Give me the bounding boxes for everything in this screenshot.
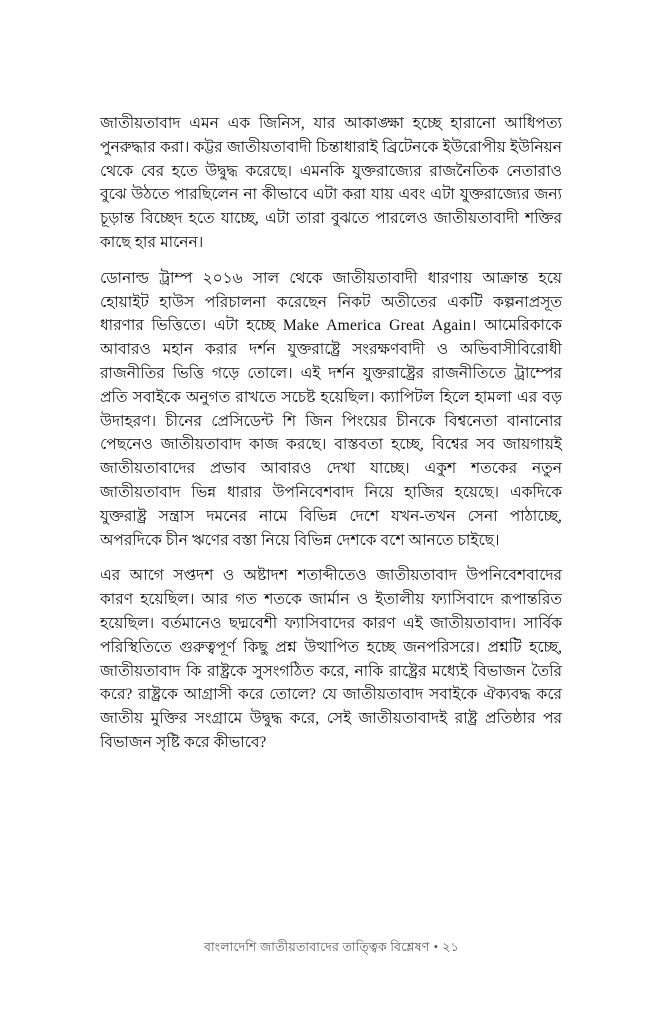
paragraph-2-segment-before-latin: ডোনাল্ড ট্রাম্প ২০১৬ সাল থেকে জাতীয়তাবাদী ধারণায় আক্রান্ত হয়ে হোয়াইট হাউস পরিচালনা করেছেন নিকট অতীতের একটি কল্পনাপ্রসূত ধারণার ভিত্তিতে। এটা হচ্ছে	[100, 269, 562, 335]
page-text-block	[100, 112, 562, 755]
page-footer	[0, 938, 663, 956]
paragraph-2-segment-after-latin: । আমেরিকাকে আবারও মহান করার দর্শন যুক্তরাষ্ট্রে সংরক্ষণবাদী ও অভিবাসীবিরোধী রাজনীতির ভিত্তি গড়ে তোলে। এই দর্শন যুক্তরাষ্ট্রের রাজনীতিতে ট্রাম্পের প্রতি সবাইকে অনুগত রাখতে সচেষ্ট হয়েছিল। ক্যাপিটল হিলে হামলা এর বড় উদাহরণ। চীনের প্রেসিডেন্ট শি জিন পিংয়ের চীনকে বিশ্বনেতা বানানোর পেছনেও জাতীয়তাবাদ কাজ করছে। বাস্তবতা হচ্ছে, বিশ্বের সব জায়গায়ই জাতীয়তাবাদের প্রভাব আবারও দেখা যাচ্ছে। একুশ শতকের নতুন জাতীয়তাবাদ ভিন্ন ধারার উপনিবেশবাদ নিয়ে হাজির হয়েছে। একদিকে যুক্তরাষ্ট্র সন্ত্রাস দমনের নামে বিভিন্ন দেশে যখন-তখন সেনা পাঠাচ্ছে, অপরদিকে চীন ঋণের বস্তা নিয়ে বিভিন্ন দেশকে বশে আনতে চাইছে।	[100, 317, 562, 549]
footer-page-number: ২১	[442, 940, 459, 954]
paragraph-2	[100, 267, 562, 553]
paragraph-3: এর আগে সপ্তদশ ও অষ্টাদশ শতাব্দীতেও জাতীয়তাবাদ উপনিবেশবাদের কারণ হয়েছিল। আর গত শতকে জার্মান ও ইতালীয় ফ্যাসিবাদে রূপান্তরিত হয়েছিল। বর্তমানেও ছদ্মবেশী ফ্যাসিবাদের কারণ এই জাতীয়তাবাদ। সার্বিক পরিস্থিতিতে গুরুত্বপূর্ণ কিছু প্রশ্ন উত্থাপিত হচ্ছে জনপরিসরে। প্রশ্নটি হচ্ছে, জাতীয়তাবাদ কি রাষ্ট্রকে সুসংগঠিত করে, নাকি রাষ্ট্রের মধ্যেই বিভাজন তৈরি করে? রাষ্ট্রকে আগ্রাসী করে তোলে? যে জাতীয়তাবাদ সবাইকে ঐক্যবদ্ধ করে জাতীয় মুক্তির সংগ্রামে উদ্বুদ্ধ করে, সেই জাতীয়তাবাদই রাষ্ট্র প্রতিষ্ঠার পর বিভাজন সৃষ্টি করে কীভাবে?	[100, 567, 562, 751]
paragraph-1: জাতীয়তাবাদ এমন এক জিনিস, যার আকাঙ্ক্ষা হচ্ছে হারানো আধিপত্য পুনরুদ্ধার করা। কট্টর জাতীয়তাবাদী চিন্তাধারাই ব্রিটেনকে ইউরোপীয় ইউনিয়ন থেকে বের হতে উদ্বুদ্ধ করেছে। এমনকি যুক্তরাজ্যের রাজনৈতিক নেতারাও বুঝে উঠতে পারছিলেন না কীভাবে এটা করা যায় এবং এটা যুক্তরাজ্যের জন্য চূড়ান্ত বিচ্ছেদ হতে যাচ্ছে, এটা তারা বুঝতে পারলেও জাতীয়তাবাদী শক্তির কাছে হার মানেন।	[100, 115, 562, 251]
slogan-make-america-great-again: Make America Great Again	[282, 317, 471, 335]
footer-running-title: বাংলাদেশি জাতীয়তাবাদের তাত্ত্বিক বিশ্লেষণ	[203, 940, 430, 954]
footer-separator-dot: •	[433, 940, 439, 954]
